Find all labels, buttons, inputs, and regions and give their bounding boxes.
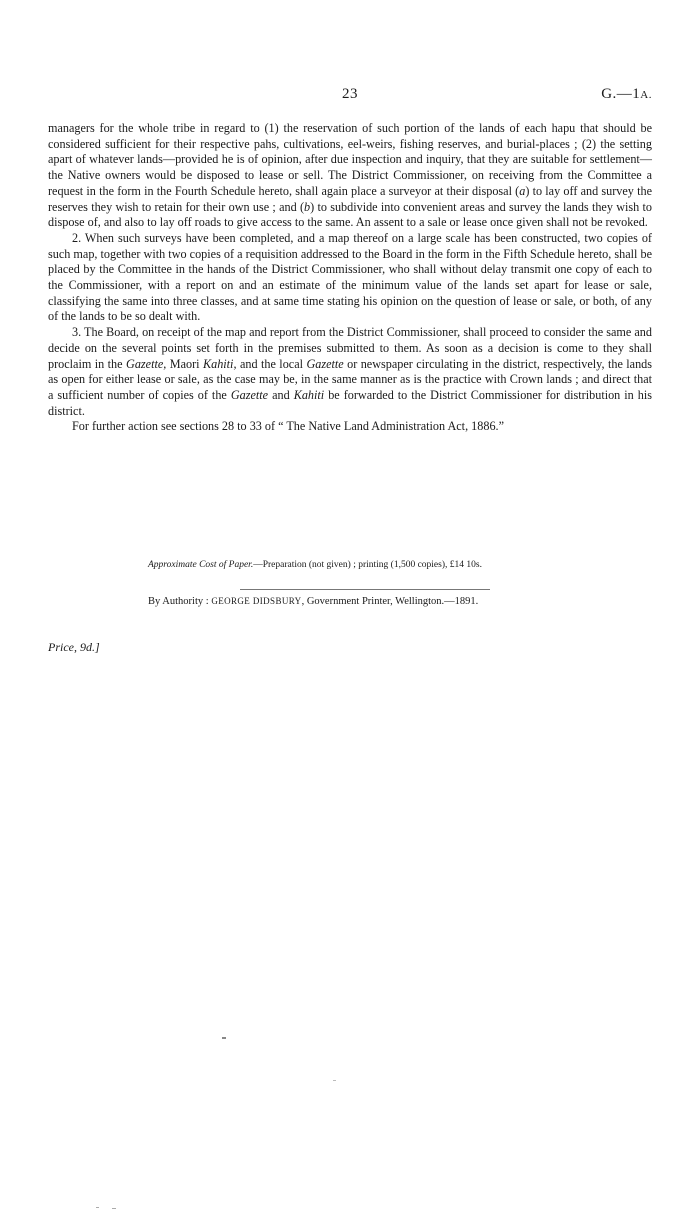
paragraph-3: 3. The Board, on receipt of the map and report from the District Commissioner, shall proceed to consider the same and decide on the several points set forth in the premises submitted to them. As soon as a decision is come to they shall proclaim in the Gazette, Maori Kahiti, and the local Gazette or newspaper circulating in the district, respectively, the lands as open for either lease or sale, as the case may be, in the same manner as is the practice with Crown lands ; and direct that a sufficient number of copies of the Gazette and Kahiti be forwarded to the District Commissioner for distribution in his district. — [48, 325, 653, 418]
cost-text: —Preparation (not given) ; printing (1,500 copies), £14 10s. — [253, 560, 482, 570]
price-note: Price, 9d.] — [48, 640, 100, 654]
scan-speck — [112, 1208, 116, 1209]
document-reference-main: G.—1 — [601, 86, 641, 102]
scan-speck — [96, 1207, 99, 1208]
paragraph-4: For further action see sections 28 to 33 of “ The Native Land Administration Act, 1886.” — [72, 419, 504, 434]
document-reference-suffix: A. — [640, 89, 652, 101]
scan-speck — [333, 1080, 336, 1081]
footer-divider — [240, 589, 490, 590]
document-reference — [601, 86, 652, 103]
page-header — [48, 86, 652, 108]
cost-label: Approximate Cost of Paper. — [148, 560, 254, 570]
paragraph-2: 2. When such surveys have been completed, and a map thereof on a large scale has been constructed, two copies of such map, together with two copies of a requisition addressed to the Board in the form in the Fifth Schedule hereto, shall be placed by the Committee in the hands of the District Commissioner, who shall without delay transmit one copy of each to the Commissioner, with a report on and an estimate of the minimum value of the lands set apart for lease or sale, classifying the same into three classes, and at same time stating his opinion on the question of lease or sale, or both, of any of the lands to be so dealt with. — [48, 230, 652, 324]
body-text — [48, 121, 652, 435]
paragraph-continuation: managers for the whole tribe in regard to (1) the reservation of such portion of the lands of each hapu that should be considered sufficient for their respective pahs, cultivations, eel-weirs, fishing reserves, and burial-places ; (2) the setting apart of whatever lands—provided he is of opinion, after due inspection and inquiry, that they are suitable for settlement—the Native owners would be disposed to lease or sell. The District Commissioner, on receiving from the Committee a request in the form in the Fourth Schedule hereto, shall again place a surveyor at their disposal (a) to lay off and survey the reserves they wish to retain for their own use ; and (b) to subdivide into convenient areas and survey the lands they wish to dispose of, and also to lay off roads to give access to the same. An assent to a sale or lease once given shall not be revoked. — [48, 121, 653, 230]
printer-name: GEORGE DIDSBURY — [211, 596, 302, 606]
page-number: 23 — [342, 86, 358, 102]
printer-imprint: By Authority : GEORGE DIDSBURY, Government Printer, Wellington.—1891. — [148, 596, 479, 607]
cost-note — [148, 560, 608, 570]
scan-speck — [222, 1037, 226, 1039]
